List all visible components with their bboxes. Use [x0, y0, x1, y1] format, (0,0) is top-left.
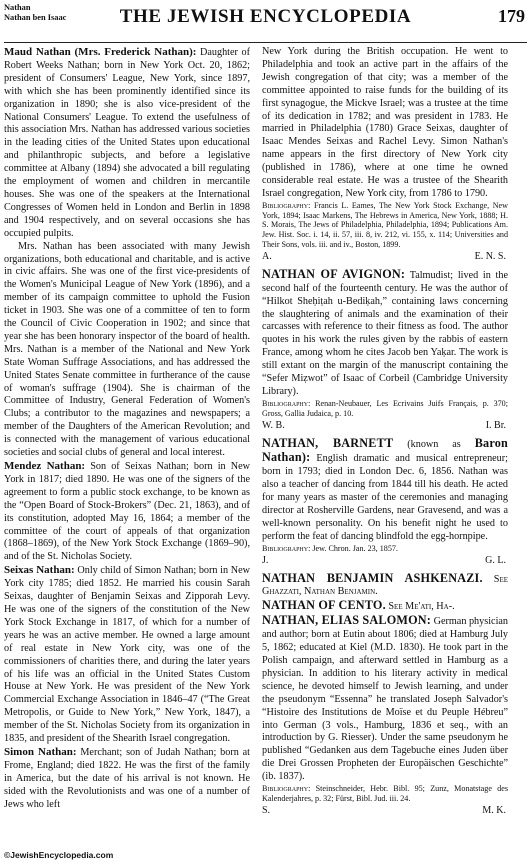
entry-text: Merchant; son of Judah Nathan; born at Frome, England; died 1822. He was the first of the family in America, but the date of his arrival is not known. He sided with the Revolutionists and was one of a number of Jews who left	[4, 746, 250, 810]
entry-headword: Mendez Nathan:	[4, 460, 86, 472]
bibliography-text: Jew. Chron. Jan. 23, 1857.	[312, 543, 398, 553]
signature-line	[262, 251, 508, 263]
entry-paragraph	[262, 437, 508, 544]
entry-text: See Ghazzati, Nathan Benjamin.	[262, 573, 508, 598]
author-initial-right: I. Br.	[485, 419, 506, 431]
cross-reference	[262, 572, 508, 600]
headword-end: ):	[301, 450, 311, 465]
entry-text: Daughter of Robert Weeks Nathan; born in New York Oct. 20, 1862; president of Consumers' League, New York, since 1897, with which she has been prominently identified since its organization in 1890; she is also vice-president of the National Consumers' League. To extend the usefulness of this association Mrs. Nathan has addressed various societies in the leading cities of the United States upon educational and philanthropic subjects, and before a legislative committee at Albany (1894) she advocated a bill regulating the employment of women and children in mercantile houses. She was one of the speakers at the International Congresses of Women held in London and Berlin in 1898 and 1904 respectively, and on several occasions she has occupied pulpits.	[4, 47, 250, 239]
paragraph-continued: New York during the British occupation. He went to Philadelphia and took an active part in the affairs of the Jewish congregation of that city; was a member of the committee appointed to raise funds for the building of its first synagogue, the Mickve Israel; was a trustee at the time of its dedication in 1782; and was president in 1783. He married in Philadelphia (1780) Grace Seixas, daughter of Isaac Mendes Seixas and Rachel Levy. Simon Nathan's name appears in the first directory of New York city (published in 1786), where at one time he owned considerable real estate. He was a trustee of the Shearith Israel congregation, New York city, from 1786 to 1790.	[262, 46, 508, 199]
author-initial-right: E. N. S.	[474, 250, 506, 262]
entry-text: German physician and author; born at Eutin about 1806; died at Hamburg July 5, 1862; educated at Kiel (M.D. 1830). He took part in the Polish campaign, and afterward settled in Hamburg as a physician. In addition to his literary activity in medical science, he devoted himself to Jewish learning, and under the pseudonym “Essenna” he translated Joseph Salvador's “Histoire des Institutions de Moïse et du Peuple Hébreu” into German (3 vols., Hamburg, 1836 et seq., with an introduction by G. Riesser). Under the same pseudonym he published “Gedanken aus dem Tagebuche eines Juden über die Drei Grossen Propheten der Europäischen Geschichte” (ib. 1837).	[262, 616, 508, 783]
entry-headword: Maud Nathan (Mrs. Frederick Nathan):	[4, 46, 197, 58]
page-header	[4, 2, 527, 43]
page-number: 179	[498, 6, 525, 26]
author-initial-right: G. L.	[485, 554, 506, 566]
entry-text: Talmudist; lived in the second half of the fourteenth century. He was the author of “Hilkot Sheḥiṭah u-Bediḳah,” containing laws concerning the slaughtering of animals and the examination of their carcasses with reference to their fitness as food. The author quotes in his work the rules given by the rabbis of eastern France, among whom he cites Jacob ben Yaḳar. The work is still extant on the margin of the manuscript containing the “Sefer Miẓwot” of Isaac of Corbeil (Cambridge University Library).	[262, 269, 508, 398]
page-title: THE JEWISH ENCYCLOPEDIA	[119, 6, 412, 27]
entry-paragraph	[262, 268, 508, 399]
entry-headword: NATHAN OF AVIGNON:	[262, 266, 406, 281]
entry-paragraph	[4, 746, 250, 812]
entry-text: Only child of Simon Nathan; born in New York city 1785; died 1852. He married his cousin Sarah Seixas, daughter of Benjamin Seixas and Zipporah Levy. He was one of the signers of the constitution of the New York Stock Exchange in 1817, of which for a number of years he was an active member. He owned a large amount of real estate in New York city, was one of the commissioners of charities there, and during the later years of his life was an official in the United States Custom House at New York. He was president of the New York Commercial Exchange Association in 1846–47 (“The Great Metropolis, or Guide to New York,” New York, 1847), a member of the St. Nicholas Society from its organization in 1835, and president of the Shearith Israel congregation.	[4, 565, 250, 745]
bibliography-text: Steinschneider, Hebr. Bibl. 95; Zunz, Monatstage des Kalenderjahres, p. 32; Fürst, Bibl. Jud. iii. 24.	[262, 784, 508, 803]
entry-headword: Seixas Nathan:	[4, 564, 75, 577]
entry-text: Son of Seixas Nathan; born in New York in 1817; died 1890. He was one of the signers of the agreement to form a public stock exchange, to be known as the “Open Board of Stock-Brokers” (Dec. 21, 1863), and of its constitution, adopted May 16, 1864; a member of the committee of the court of appeals of that organization (1868–1869), of the New York Stock Exchange (1869–90), and of the St. Nicholas Society.	[4, 461, 250, 563]
entry-headword: NATHAN OF CENTO.	[262, 598, 386, 613]
entry-paragraph	[4, 46, 250, 241]
right-column	[262, 46, 508, 838]
bibliography-text: Francis L. Eames, The New York Stock Exchange, New York, 1894; Isaac Markens, The Hebrews in America, New York, 1888; H. S. Morais, The Jews of Philadelphia, Philadelphia, 1894; Publications Am. Jew. Hist. Soc. i. 14, ii. 57, iii. 8, iv. 212, vi. 155, x. 114; Universities and Their Sons, vols. iii. and iv., Boston, 1899.	[262, 200, 508, 250]
paragraph: Mrs. Nathan has been associated with many Jewish organizations, both educational and charitable, and is active in civic affairs. She was one of the first vice-presidents of the Women's Municipal League of New York (1896), and a member of its campaign committee to uphold the Fusion ticket in 1903. She was one of a committee of ten to form the Council of Civic Cooperation in 1902; and since that year she has been honorary inspector of the board of health. Mrs. Nathan is a member of the National and New York State Woman Suffrage Associations, and has addressed the United States Senate committee in furtherance of the cause of woman's suffrage (1904). She is chairman of the Committee of Industry, General Federation of Women's Clubs; a contributor to the magazines and newspapers; a member of the Daughters of the American Revolution; and is connected with the management of various educational societies and social clubs of general and local interest.	[4, 240, 250, 459]
entry-headword: NATHAN BENJAMIN ASHKENAZI.	[262, 570, 483, 585]
headword-note: (known as	[393, 438, 475, 450]
bibliography-label: Bibliography:	[262, 784, 311, 794]
cross-reference	[262, 599, 508, 614]
bibliography-label: Bibliography:	[262, 200, 311, 210]
running-head-bottom: Nathan ben Isaac	[4, 13, 67, 22]
bibliography-label: Bibliography:	[262, 543, 311, 553]
bibliography-text: Renan-Neubauer, Les Ecrivains Juifs Français, p. 370; Gross, Gallia Judaica, p. 10.	[262, 398, 508, 418]
entry-headword: Simon Nathan:	[4, 745, 77, 758]
signature-line	[262, 555, 508, 567]
running-head-top: Nathan	[4, 3, 31, 12]
signature-line	[262, 805, 508, 817]
entry-paragraph	[4, 460, 250, 564]
author-initial-right: M. K.	[482, 804, 506, 816]
author-initial-left: W. B.	[262, 419, 285, 431]
author-initial-left: S.	[262, 804, 271, 816]
entry-paragraph	[262, 614, 508, 784]
author-initial-left: A.	[262, 250, 272, 262]
bibliography-label: Bibliography:	[262, 398, 311, 408]
bibliography	[262, 201, 508, 250]
entry-paragraph	[4, 564, 250, 746]
bibliography	[262, 399, 508, 419]
entry-text: See Me'ati, Ha-.	[388, 601, 455, 613]
left-column	[4, 46, 250, 838]
signature-line	[262, 420, 508, 432]
entry-text: English dramatic and musical entrepreneur; born in 1793; died in London Dec. 6, 1856. Nathan was also a teacher of dancing from 1844 till his death. He acted for many years as master of the ceremonies and managing director at Rosherville Gardens, near Gravesend, and was a well-known personality. On his benefit night he used to perform the feat of dancing blindfold the egg-hornpipe.	[262, 453, 508, 542]
bibliography	[262, 544, 508, 554]
entry-headword: NATHAN, BARNETT	[262, 435, 394, 450]
entry-headword: NATHAN, ELIAS SALOMON:	[262, 613, 432, 628]
bibliography	[262, 784, 508, 804]
watermark: ©JewishEncyclopedia.com	[4, 850, 114, 860]
author-initial-left: J.	[262, 554, 269, 566]
entry-headword-alt: Baron Nathan	[262, 435, 508, 465]
